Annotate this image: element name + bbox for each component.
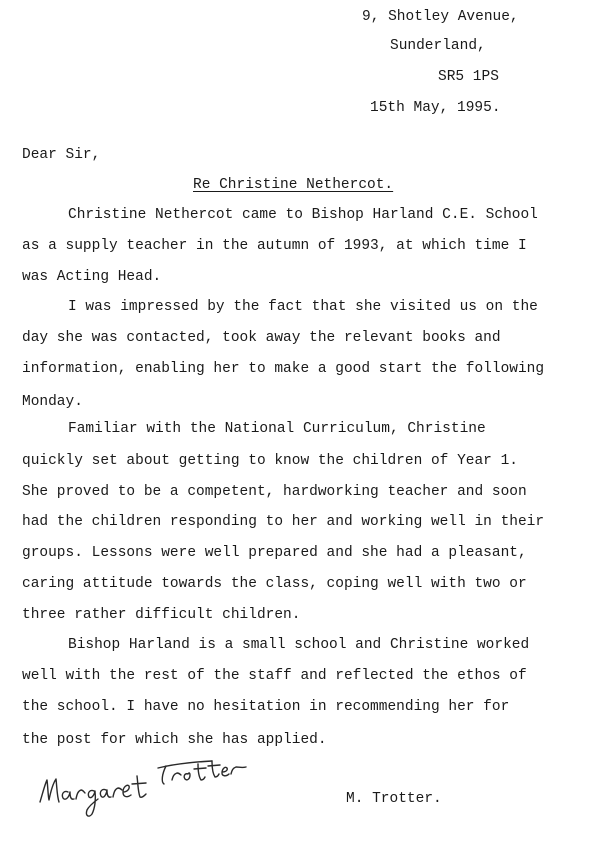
body-line: well with the rest of the staff and reflected the ethos of <box>22 668 527 684</box>
body-line: day she was contacted, took away the relevant books and <box>22 330 501 346</box>
body-line: caring attitude towards the class, coping well with two or <box>22 576 527 592</box>
body-line: quickly set about getting to know the children of Year 1. <box>22 453 518 469</box>
body-line: had the children responding to her and working well in their <box>22 514 545 530</box>
body-line: Bishop Harland is a small school and Christine worked <box>68 637 530 653</box>
address-line-postcode: SR5 1PS <box>438 69 499 85</box>
body-line: was Acting Head. <box>22 269 162 285</box>
salutation: Dear Sir, <box>22 147 101 163</box>
signer-name: M. Trotter. <box>346 791 442 807</box>
body-line: She proved to be a competent, hardworking teacher and soon <box>22 484 527 500</box>
subject-line: Re Christine Nethercot. <box>193 177 394 193</box>
signature-text: Margaret Trotter <box>34 752 44 753</box>
body-line: Monday. <box>22 394 83 410</box>
body-line: the post for which she has applied. <box>22 732 327 748</box>
handwritten-signature <box>34 752 264 822</box>
address-line-street: 9, Shotley Avenue, <box>362 9 519 25</box>
letter-date: 15th May, 1995. <box>370 100 501 116</box>
body-line: Christine Nethercot came to Bishop Harland C.E. School <box>68 207 538 223</box>
body-line: three rather difficult children. <box>22 607 301 623</box>
address-line-city: Sunderland, <box>390 38 486 54</box>
body-line: groups. Lessons were well prepared and she had a pleasant, <box>22 545 527 561</box>
body-line: as a supply teacher in the autumn of 1993, at which time I <box>22 238 527 254</box>
body-line: I was impressed by the fact that she visited us on the <box>68 299 538 315</box>
body-line: Familiar with the National Curriculum, Christine <box>68 421 486 437</box>
body-line: the school. I have no hesitation in recommending her for <box>22 699 510 715</box>
body-line: information, enabling her to make a good start the following <box>22 361 545 377</box>
